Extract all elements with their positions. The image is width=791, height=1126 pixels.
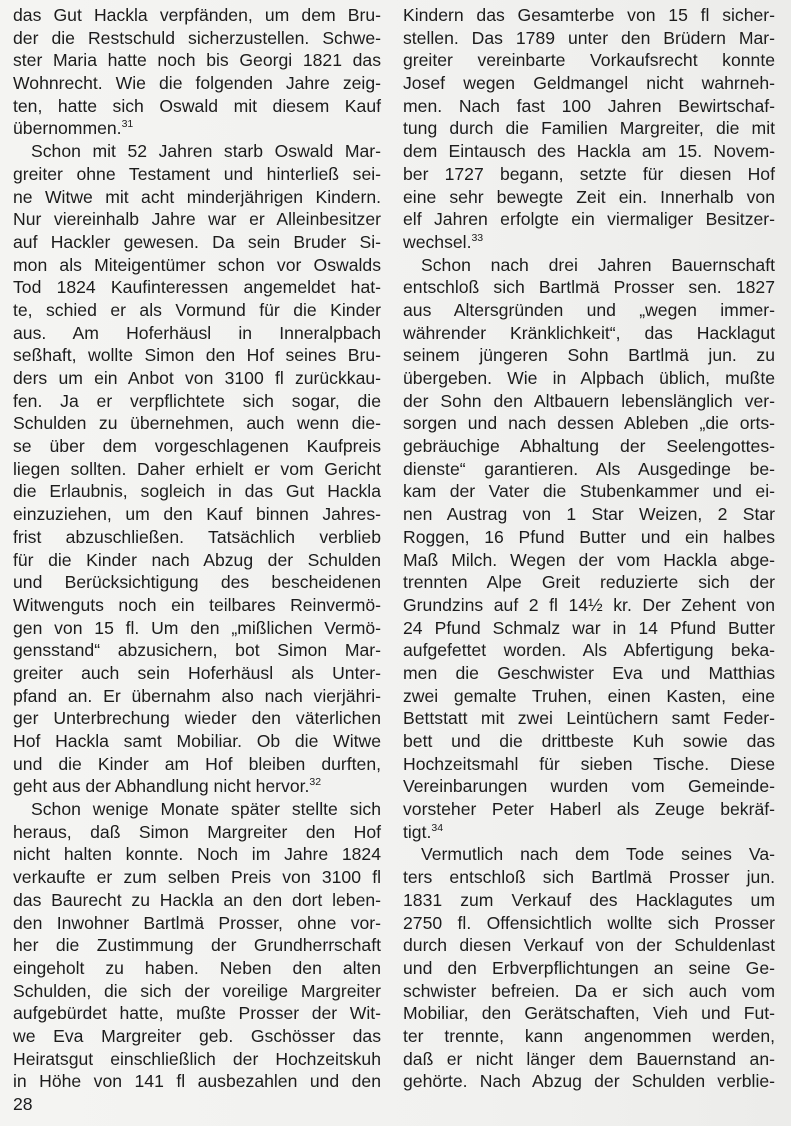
line-text: se über dem vorgeschlagenen Kaufpreis: [13, 436, 381, 457]
text-line: [403, 843, 775, 866]
line-text: daß er nicht länger dem Bauernstand an-: [403, 1048, 775, 1069]
text-line: [13, 322, 381, 345]
text-line: [403, 1070, 775, 1093]
text-line: [13, 980, 381, 1003]
line-text: eingeholt zu haben. Neben den alten: [13, 957, 381, 978]
text-line: [403, 934, 775, 957]
line-text: auf Hackler gewesen. Da sein Bruder Si-: [13, 231, 381, 252]
text-line: [13, 412, 381, 435]
line-text: ters entschloß sich Bartlmä Prosser jun.: [403, 867, 775, 888]
left-column: [13, 4, 381, 1093]
line-text: vorsteher Peter Haberl als Zeuge bekräf-: [403, 799, 775, 820]
line-text: das Gut Hackla verpfänden, um dem Bru-: [13, 5, 381, 25]
text-line: [13, 821, 381, 844]
line-text: Roggen, 16 Pfund Butter und ein halbes: [403, 526, 775, 547]
text-line: [13, 957, 381, 980]
text-line: [13, 276, 381, 299]
line-text: ter trennte, kann angenommen werden,: [403, 1025, 775, 1046]
text-line: [13, 367, 381, 390]
line-text: her die Zustimmung der Grundherrschaft: [13, 935, 381, 956]
text-line: [403, 299, 775, 322]
text-line: [403, 367, 775, 390]
line-text: nen Austrag von 1 Star Weizen, 2 Star: [403, 504, 775, 525]
text-line: [13, 344, 381, 367]
text-line: [13, 753, 381, 776]
line-text: greiter ohne Testament und hinterließ sei-: [13, 163, 381, 184]
line-text: liegen sollten. Daher erhielt er vom Gericht: [13, 458, 381, 479]
text-line: [13, 775, 381, 798]
line-text: 24 Pfund Schmalz war in 14 Pfund Butter: [403, 617, 775, 638]
text-line: [13, 617, 381, 640]
text-line: [13, 571, 381, 594]
line-text: sorgen und nach dessen Ableben „die orts-: [403, 413, 775, 434]
line-text: ders um ein Anbot von 3100 fl zurückkau-: [13, 368, 381, 388]
text-line: [13, 526, 381, 549]
text-line: [13, 299, 381, 322]
line-text: Grundzins auf 2 fl 14½ kr. Der Zehent von: [403, 594, 775, 615]
line-text: ber 1727 begann, setzte für diesen Hof: [403, 163, 775, 184]
line-text: einzuziehen, um den Kauf binnen Jahres-: [13, 504, 381, 525]
text-line: [13, 889, 381, 912]
line-text: kam der Vater die Stubenkammer und ei-: [403, 481, 775, 502]
line-text: zwei gemalte Truhen, einen Kasten, eine: [403, 685, 775, 706]
line-text: nicht halten konnte. Noch im Jahre 1824: [13, 844, 381, 865]
line-text: eine sehr bewegte Zeit ein. Innerhalb von: [403, 186, 775, 207]
line-text: Vereinbarungen wurden vom Gemeinde-: [403, 776, 775, 797]
text-line: [13, 1025, 381, 1048]
line-text: währender Kränklichkeit“, das Hacklagut: [403, 322, 775, 343]
text-line: [403, 254, 775, 277]
line-text: und die Kinder am Hof bleiben durften,: [13, 753, 381, 774]
line-text: Nur viereinhalb Jahre war er Alleinbesitzer: [13, 209, 381, 230]
text-line: [403, 912, 775, 935]
text-line: [403, 27, 775, 50]
line-text: und den Erbverpflichtungen an seine Ge-: [403, 957, 775, 978]
line-text: Schon wenige Monate später stellte sich: [31, 799, 381, 820]
line-text: aufgefettet worden. Als Abfertigung beka-: [403, 640, 775, 661]
line-text: den Inwohner Bartlmä Prosser, ohne vor-: [13, 912, 381, 933]
text-line: [403, 753, 775, 776]
line-text: greiter vereinbarte Vorkaufsrecht konnte: [403, 50, 775, 71]
line-text: wechsel.: [403, 231, 472, 252]
line-text: und Berücksichtigung des bescheidenen: [13, 572, 381, 593]
text-line: [403, 140, 775, 163]
text-line: [13, 730, 381, 753]
text-line: [13, 49, 381, 72]
line-text: Schulden, die sich der voreilige Margreiter: [13, 980, 381, 1001]
text-line: [403, 821, 775, 844]
text-line: [13, 72, 381, 95]
line-text: ne Witwe mit acht minderjährigen Kindern.: [13, 186, 381, 207]
text-line: [403, 980, 775, 1003]
line-text: men. Nach fast 100 Jahren Bewirtschaf-: [403, 95, 775, 116]
line-text: frist abzuschließen. Tatsächlich verblieb: [13, 526, 381, 547]
text-line: [13, 639, 381, 662]
text-line: [403, 412, 775, 435]
text-line: [403, 186, 775, 209]
text-line: [403, 730, 775, 753]
line-text: die Erlaubnis, sogleich in das Gut Hackla: [13, 481, 381, 502]
line-text: heraus, daß Simon Margreiter den Hof: [13, 821, 381, 842]
line-text: ten, hatte sich Oswald mit diesem Kauf: [13, 95, 381, 116]
line-text: gebräuchige Abhaltung der Seelengottes-: [403, 436, 775, 457]
text-line: [403, 1025, 775, 1048]
text-line: [13, 707, 381, 730]
text-line: [13, 208, 381, 231]
line-text: Schulden zu übernehmen, auch wenn die-: [13, 413, 381, 434]
line-text: Kindern das Gesamterbe von 15 fl sicher-: [403, 5, 775, 25]
line-text: 2750 fl. Offensichtlich wollte sich Prosser: [403, 912, 775, 933]
text-line: [13, 117, 381, 140]
line-text: stellen. Das 1789 unter den Brüdern Mar-: [403, 27, 775, 48]
text-line: [403, 72, 775, 95]
text-line: [13, 594, 381, 617]
line-text: aus Altersgründen und „wegen immer-: [403, 299, 775, 320]
text-line: [13, 662, 381, 685]
line-text: Witwenguts noch ein teilbares Reinvermö-: [13, 594, 381, 615]
text-line: [403, 117, 775, 140]
line-text: übernommen.: [13, 118, 122, 139]
line-text: Vermutlich nach dem Tode seines Va-: [421, 844, 775, 865]
text-line: [13, 934, 381, 957]
text-line: [13, 480, 381, 503]
text-line: [403, 4, 775, 27]
line-text: bett und die drittbeste Kuh sowie das: [403, 731, 775, 751]
line-text: verkaufte er zum selben Preis von 3100 fl: [13, 867, 381, 888]
text-line: [403, 1002, 775, 1025]
text-line: [403, 707, 775, 730]
text-line: [13, 254, 381, 277]
text-line: [403, 957, 775, 980]
line-text: fen. Ja er verpflichtete sich sogar, die: [13, 390, 381, 411]
footnote-marker: 31: [121, 118, 134, 131]
text-line: [13, 912, 381, 935]
text-line: [403, 617, 775, 640]
text-line: [13, 458, 381, 481]
text-line: [403, 798, 775, 821]
text-line: [403, 866, 775, 889]
line-text: aufgebürdet hatte, mußte Prosser der Wit-: [13, 1003, 381, 1024]
text-line: [403, 49, 775, 72]
text-line: [403, 163, 775, 186]
text-line: [403, 549, 775, 572]
page-number: 28: [13, 1094, 33, 1114]
line-text: für die Kinder nach Abzug der Schulden: [13, 549, 381, 570]
line-text: übergeben. Wie in Alpbach üblich, mußte: [403, 368, 775, 388]
line-text: men die Geschwister Eva und Matthias: [403, 662, 775, 683]
text-line: [403, 435, 775, 458]
line-text: we Eva Margreiter geb. Gschösser das: [13, 1025, 381, 1046]
text-line: [13, 163, 381, 186]
line-text: dem Eintausch des Hackla am 15. Novem-: [403, 141, 775, 162]
text-line: [13, 843, 381, 866]
text-line: [13, 798, 381, 821]
line-text: Bettstatt mit zwei Leintüchern samt Feder-: [403, 708, 775, 729]
text-line: [403, 390, 775, 413]
line-text: schwister befreien. Da er sich auch vom: [403, 980, 775, 1001]
text-line: [403, 1048, 775, 1071]
line-text: gensstand“ abzusichern, bot Simon Mar-: [13, 640, 381, 661]
line-text: gehörte. Nach Abzug der Schulden verblie-: [403, 1071, 775, 1092]
text-line: [403, 526, 775, 549]
line-text: Wohnrecht. Wie die folgenden Jahre zeig-: [13, 73, 381, 94]
line-text: Mobiliar, den Gerätschaften, Vieh und Fut-: [403, 1003, 775, 1024]
text-line: [13, 4, 381, 27]
text-line: [13, 140, 381, 163]
line-text: aus. Am Hoferhäusl in Inneralpbach: [13, 322, 381, 343]
text-line: [13, 549, 381, 572]
text-line: [403, 662, 775, 685]
line-text: der Sohn den Altbauern lebenslänglich ver-: [403, 390, 775, 411]
line-text: pfand an. Er übernahm also nach vierjähri-: [13, 685, 381, 706]
text-line: [13, 1070, 381, 1093]
text-line: [13, 866, 381, 889]
line-text: tigt.: [403, 821, 432, 842]
text-line: [13, 1048, 381, 1071]
line-text: te, schied er als Vormund für die Kinder: [13, 299, 381, 320]
line-text: greiter auch sein Hoferhäusl als Unter-: [13, 662, 381, 683]
text-line: [403, 503, 775, 526]
text-line: [403, 480, 775, 503]
line-text: Schon mit 52 Jahren starb Oswald Mar-: [31, 141, 381, 162]
line-text: mon als Miteigentümer schon vor Oswalds: [13, 254, 381, 275]
right-column: [403, 4, 775, 1093]
text-line: [13, 186, 381, 209]
line-text: trennten Alpe Greit reduzierte sich der: [403, 572, 775, 593]
text-line: [403, 231, 775, 254]
line-text: durch diesen Verkauf von der Schuldenlast: [403, 935, 775, 956]
text-line: [403, 208, 775, 231]
text-line: [13, 27, 381, 50]
text-line: [13, 685, 381, 708]
line-text: gen von 15 fl. Um den „mißlichen Vermö-: [13, 617, 381, 638]
text-line: [403, 685, 775, 708]
line-text: das Baurecht zu Hackla an den dort leben-: [13, 889, 381, 910]
text-line: [403, 639, 775, 662]
text-line: [403, 276, 775, 299]
line-text: ger Unterbrechung wieder den väterlichen: [13, 708, 381, 729]
text-line: [403, 889, 775, 912]
text-line: [13, 503, 381, 526]
text-line: [403, 571, 775, 594]
line-text: geht aus der Abhandlung nicht hervor.: [13, 776, 310, 797]
line-text: seßhaft, wollte Simon den Hof seines Bru-: [13, 345, 381, 366]
line-text: Tod 1824 Kaufinteressen angemeldet hat-: [13, 277, 381, 298]
line-text: Schon nach drei Jahren Bauernschaft: [421, 254, 775, 275]
line-text: tung durch die Familien Margreiter, die mit: [403, 118, 775, 139]
text-line: [403, 458, 775, 481]
line-text: Heiratsgut einschließlich der Hochzeitskuh: [13, 1048, 381, 1069]
footnote-marker: 32: [309, 776, 322, 789]
line-text: seinem jüngeren Sohn Bartlmä jun. zu: [403, 345, 775, 366]
text-line: [13, 1002, 381, 1025]
text-line: [13, 95, 381, 118]
line-text: dienste“ garantieren. Als Ausgedinge be-: [403, 458, 775, 479]
text-line: [403, 775, 775, 798]
text-line: [403, 322, 775, 345]
text-line: [403, 95, 775, 118]
footnote-marker: 33: [471, 231, 484, 244]
line-text: Maß Milch. Wegen der vom Hackla abge-: [403, 549, 775, 570]
text-line: [13, 231, 381, 254]
text-line: [13, 435, 381, 458]
line-text: 1831 zum Verkauf des Hacklagutes um: [403, 889, 775, 910]
line-text: in Höhe von 141 fl ausbezahlen und den: [13, 1071, 381, 1092]
line-text: elf Jahren erfolgte ein viermaliger Besitzer-: [403, 209, 775, 230]
line-text: der die Restschuld sicherzustellen. Schwe-: [13, 27, 381, 48]
line-text: Hof Hackla samt Mobiliar. Ob die Witwe: [13, 731, 381, 751]
text-line: [403, 344, 775, 367]
line-text: entschloß sich Bartlmä Prosser sen. 1827: [403, 277, 775, 298]
line-text: Josef wegen Geldmangel nicht wahrneh-: [403, 73, 775, 94]
text-line: [403, 594, 775, 617]
line-text: ster Maria hatte noch bis Georgi 1821 das: [13, 50, 381, 71]
footnote-marker: 34: [431, 821, 444, 834]
line-text: Hochzeitsmahl für sieben Tische. Diese: [403, 753, 775, 774]
text-line: [13, 390, 381, 413]
